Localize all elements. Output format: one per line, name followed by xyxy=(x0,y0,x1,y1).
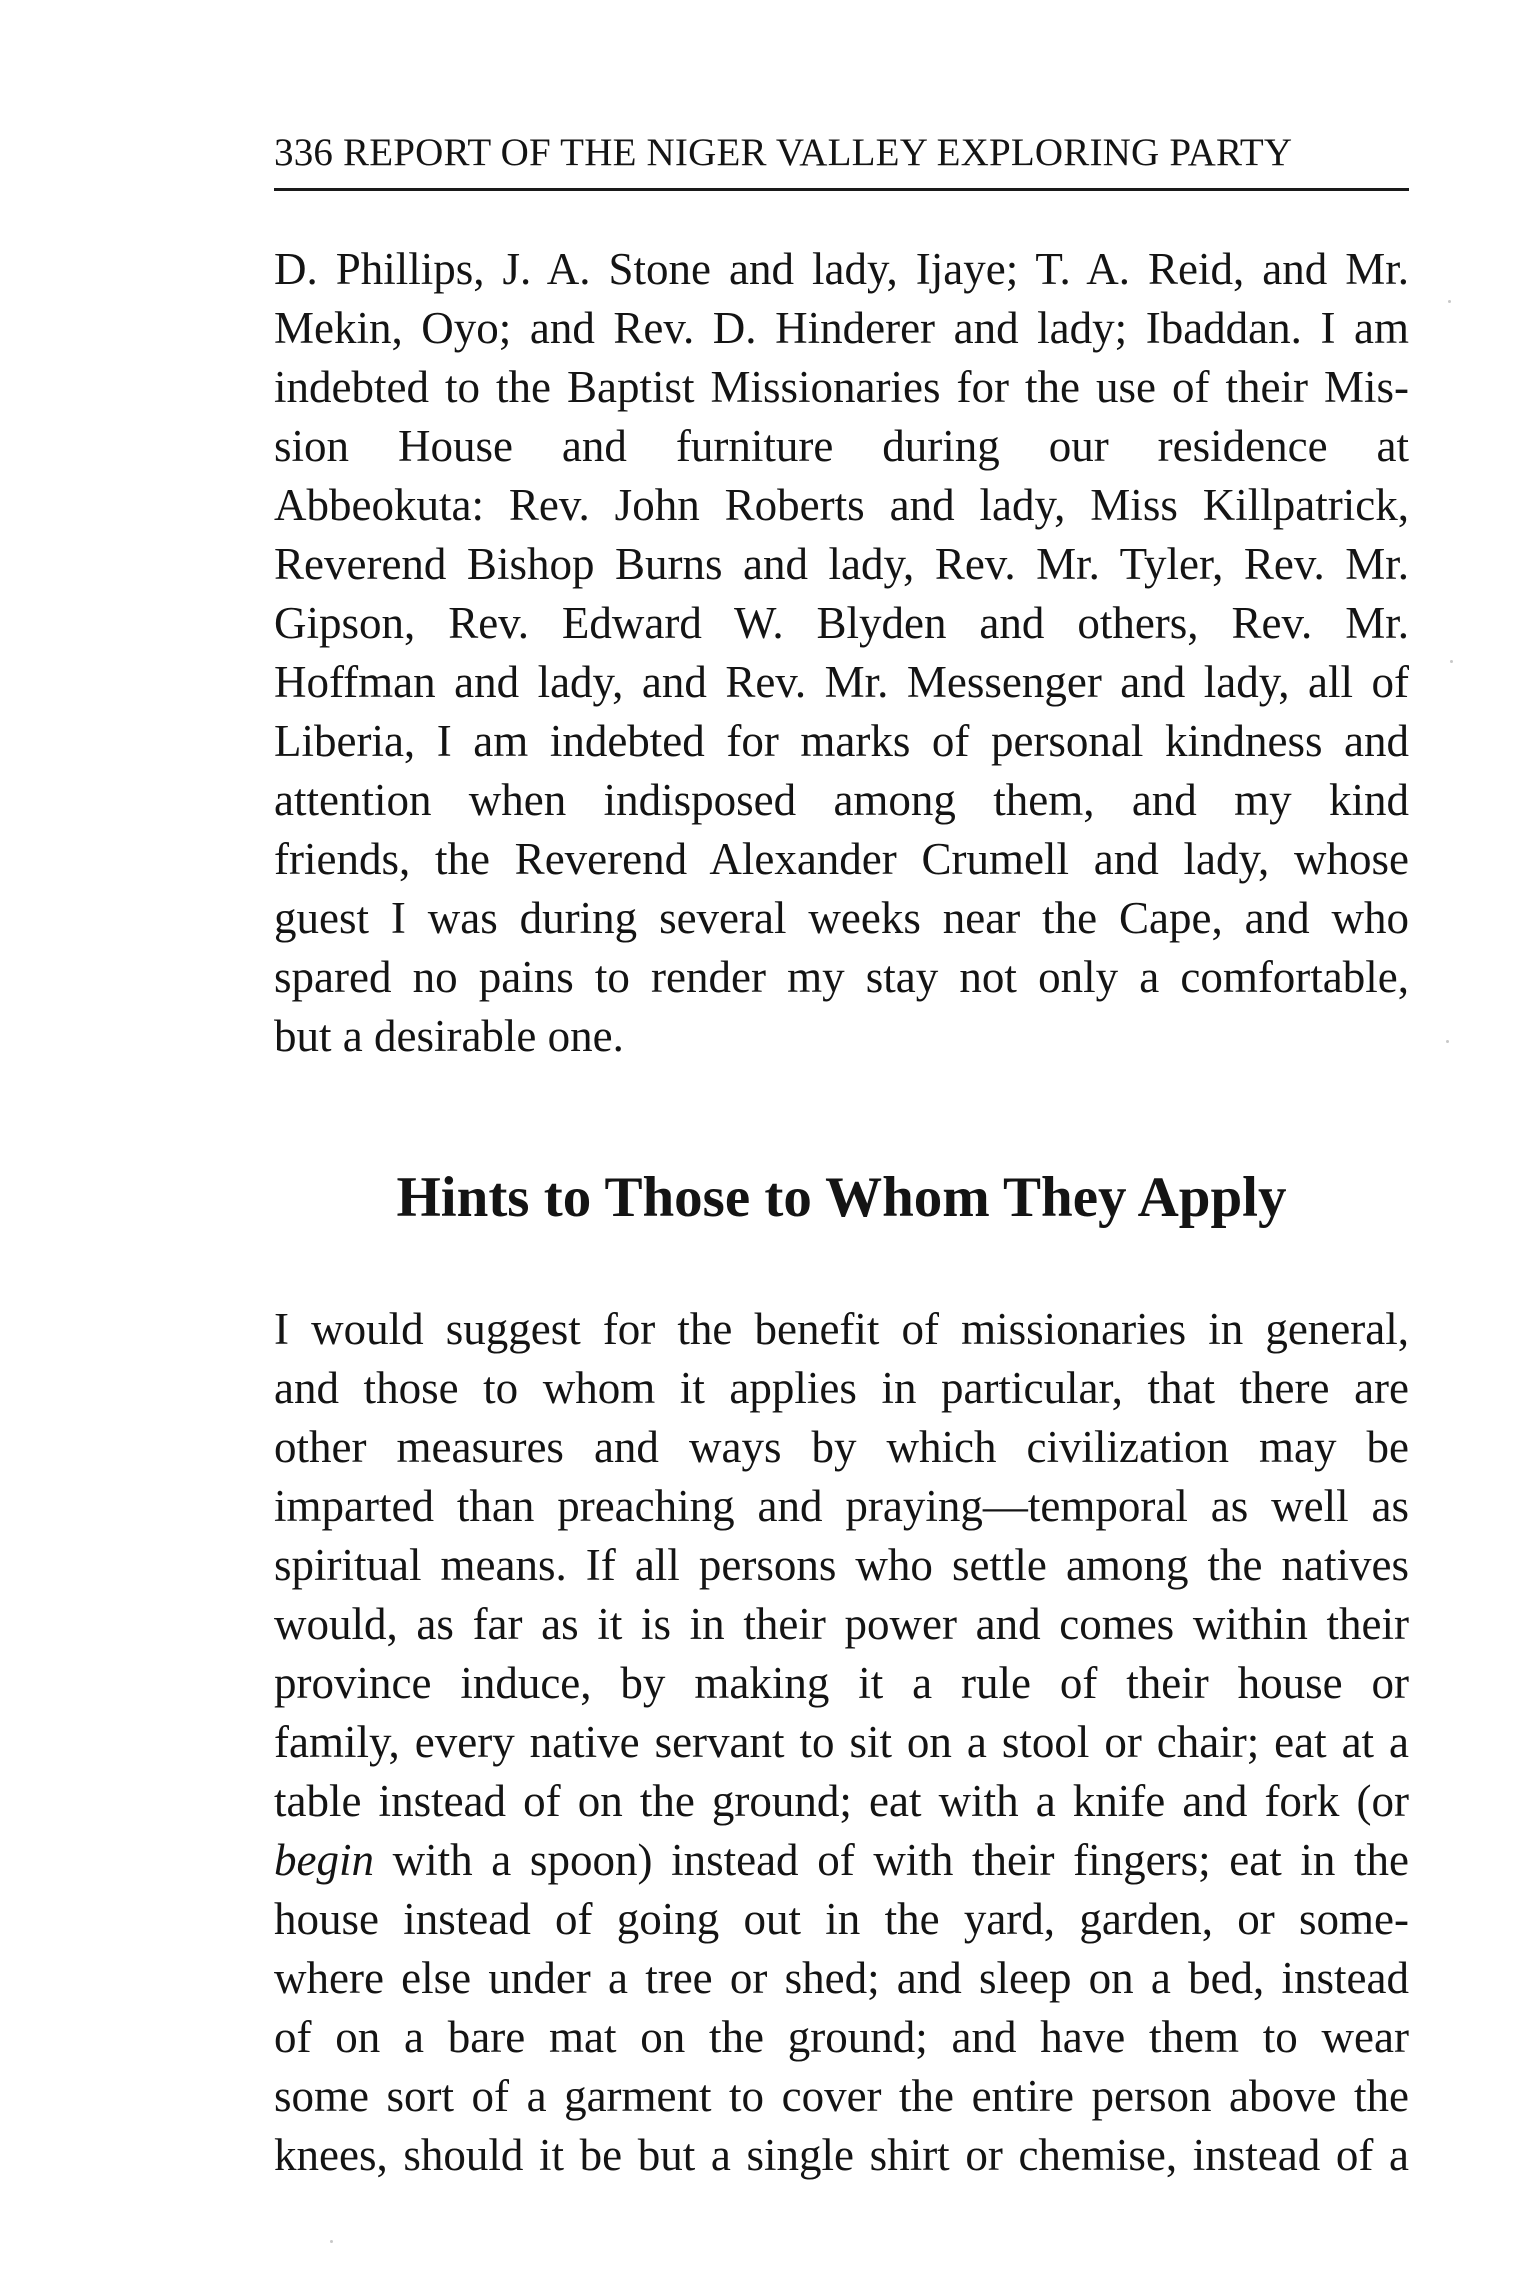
text-line: spared no pains to render my stay not only a comfortable, xyxy=(274,952,1409,1002)
text-line: Mekin, Oyo; and Rev. D. Hinderer and lady; Ibaddan. I am xyxy=(274,303,1409,353)
paragraph-hints xyxy=(274,1300,1409,2185)
text-line: other measures and ways by which civilization may be xyxy=(274,1422,1409,1472)
text-line: I would suggest for the benefit of missionaries in general, xyxy=(274,1304,1409,1354)
text-line: of on a bare mat on the ground; and have them to wear xyxy=(274,2012,1409,2062)
text-line: Abbeokuta: Rev. John Roberts and lady, Miss Killpatrick, xyxy=(274,480,1409,530)
italic-word: begin xyxy=(274,1835,374,1885)
scan-speck xyxy=(1450,660,1453,663)
text-line: spiritual means. If all persons who settle among the natives xyxy=(274,1540,1409,1590)
text-line: where else under a tree or shed; and sleep on a bed, instead xyxy=(274,1953,1409,2003)
scan-speck xyxy=(330,2240,333,2243)
text-line: imparted than preaching and praying—temporal as well as xyxy=(274,1481,1409,1531)
text-line: house instead of going out in the yard, garden, or some- xyxy=(274,1894,1409,1944)
text-line: knees, should it be but a single shirt or chemise, instead of a xyxy=(274,2130,1409,2180)
text-line: Gipson, Rev. Edward W. Blyden and others, Rev. Mr. xyxy=(274,598,1409,648)
text-line: Liberia, I am indebted for marks of personal kindness and xyxy=(274,716,1409,766)
text-line: Reverend Bishop Burns and lady, Rev. Mr. Tyler, Rev. Mr. xyxy=(274,539,1409,589)
text-line: province induce, by making it a rule of their house or xyxy=(274,1658,1409,1708)
text-line: but a desirable one. xyxy=(274,1011,624,1061)
scan-speck xyxy=(1446,1040,1449,1043)
paragraph-acknowledgements xyxy=(274,240,1409,1066)
text-line: guest I was during several weeks near the Cape, and who xyxy=(274,893,1409,943)
text-line: attention when indisposed among them, and my kind xyxy=(274,775,1409,825)
text-line: sion House and furniture during our residence at xyxy=(274,421,1409,471)
section-heading: Hints to Those to Whom They Apply xyxy=(396,1166,1287,1229)
text-line: would, as far as it is in their power and comes within their xyxy=(274,1599,1409,1649)
scan-speck xyxy=(1448,300,1451,303)
text-line: Hoffman and lady, and Rev. Mr. Messenger and lady, all of xyxy=(274,657,1409,707)
header-rule xyxy=(274,188,1409,191)
text-line: some sort of a garment to cover the entire person above the xyxy=(274,2071,1409,2121)
text-line-with-italic xyxy=(274,1831,1409,1890)
text-line: indebted to the Baptist Missionaries for the use of their Mis- xyxy=(274,362,1409,412)
text-line: D. Phillips, J. A. Stone and lady, Ijaye; T. A. Reid, and Mr. xyxy=(274,244,1409,294)
text-run: with a spoon) instead of with their fingers; eat in the xyxy=(373,1835,1409,1885)
text-line: friends, the Reverend Alexander Crumell and lady, whose xyxy=(274,834,1409,884)
text-line: table instead of on the ground; eat with a knife and fork (or xyxy=(274,1776,1409,1826)
text-line: family, every native servant to sit on a stool or chair; eat at a xyxy=(274,1717,1409,1767)
running-head: 336 REPORT OF THE NIGER VALLEY EXPLORING PARTY xyxy=(274,131,1293,174)
text-line: and those to whom it applies in particular, that there are xyxy=(274,1363,1409,1413)
